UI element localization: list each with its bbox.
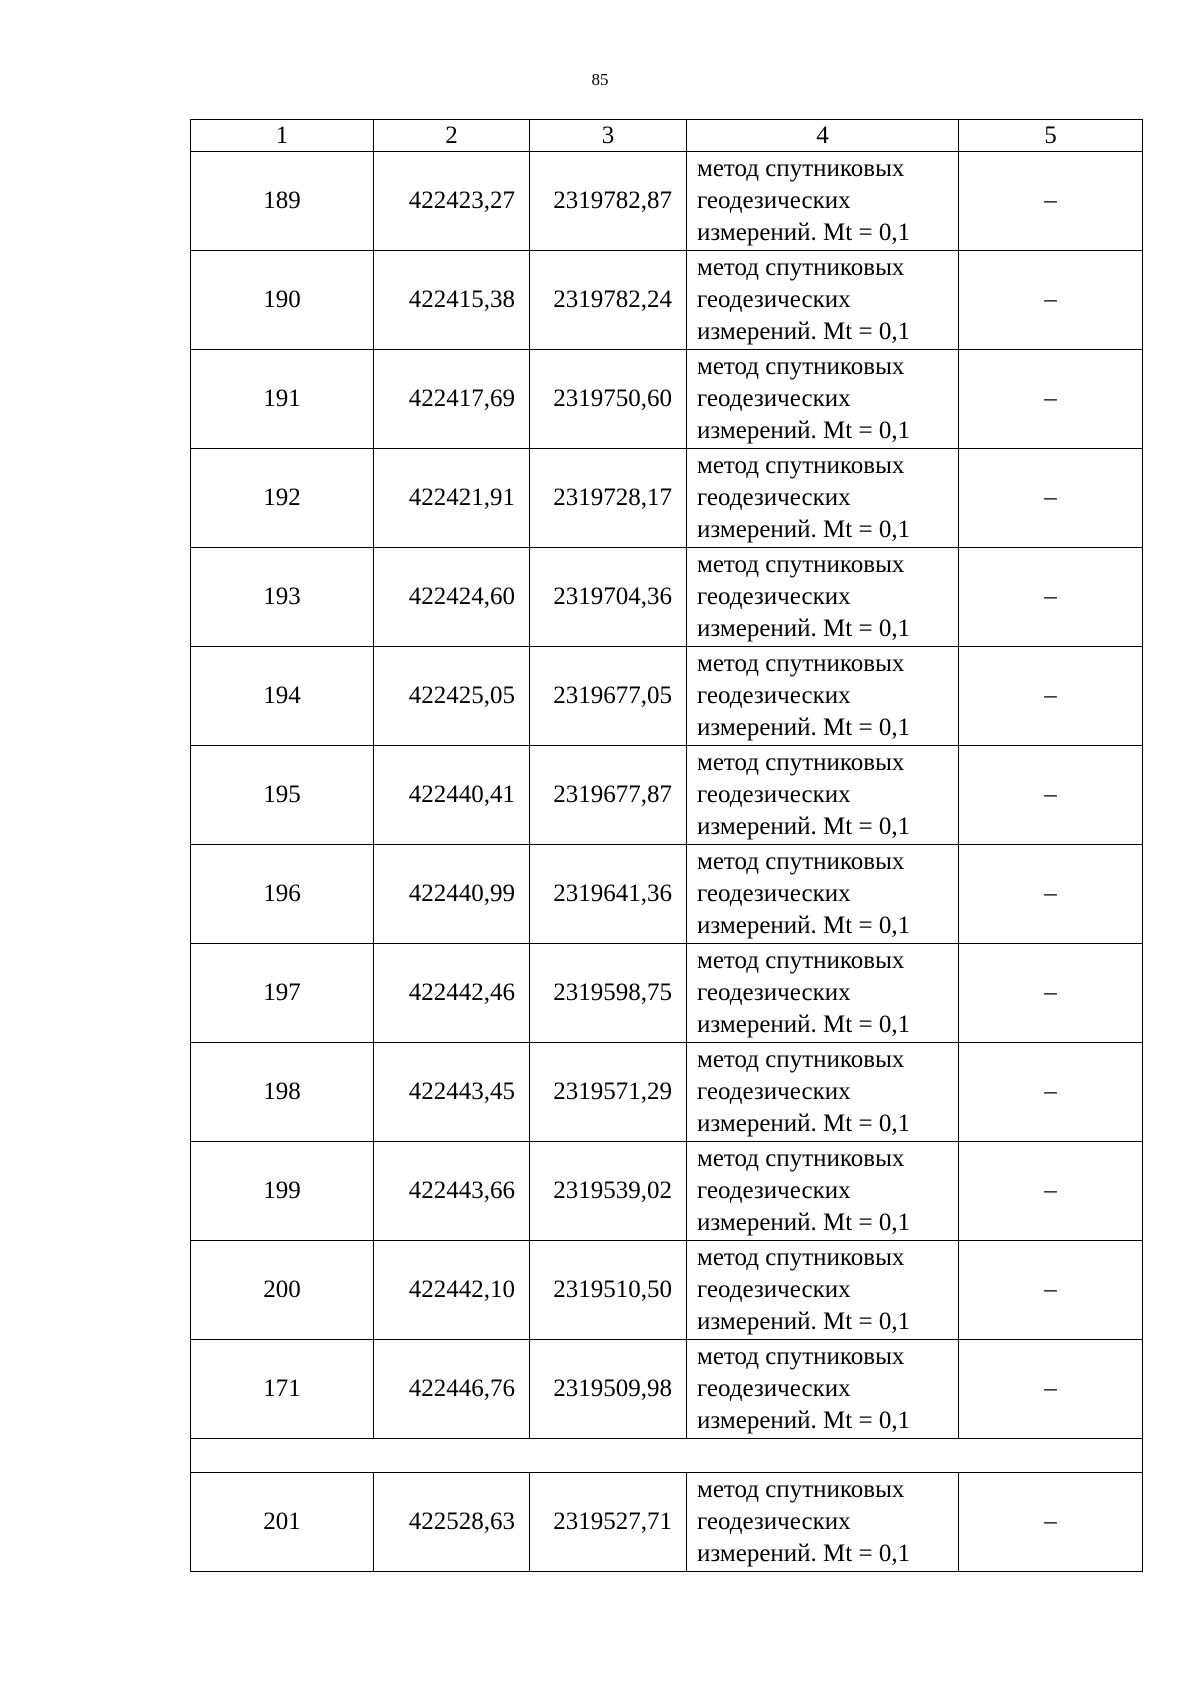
table-row — [191, 152, 1143, 251]
method-line: метод спутниковых — [697, 551, 905, 578]
method-line: измерений. Mt = 0,1 — [697, 219, 911, 246]
separator-row — [191, 1439, 1143, 1473]
column-header: 5 — [959, 120, 1143, 152]
method-cell — [687, 746, 959, 845]
column-header: 1 — [191, 120, 374, 152]
coordinate-x: 422421,91 — [374, 449, 530, 548]
description-cell: – — [959, 845, 1143, 944]
table-row — [191, 1142, 1143, 1241]
coordinate-y: 2319750,60 — [530, 350, 687, 449]
method-line: геодезических — [697, 385, 851, 412]
method-line: геодезических — [697, 1375, 851, 1402]
method-line: измерений. Mt = 0,1 — [697, 417, 911, 444]
description-cell: – — [959, 1043, 1143, 1142]
coordinate-x: 422443,45 — [374, 1043, 530, 1142]
method-cell — [687, 251, 959, 350]
coordinate-x: 422440,99 — [374, 845, 530, 944]
coordinate-y: 2319704,36 — [530, 548, 687, 647]
method-line: измерений. Mt = 0,1 — [697, 912, 911, 939]
point-number: 201 — [191, 1473, 374, 1572]
method-line: измерений. Mt = 0,1 — [697, 318, 911, 345]
coordinate-y: 2319677,87 — [530, 746, 687, 845]
method-line: геодезических — [697, 583, 851, 610]
point-number: 200 — [191, 1241, 374, 1340]
method-cell — [687, 1340, 959, 1439]
coordinate-x: 422417,69 — [374, 350, 530, 449]
coordinate-y: 2319598,75 — [530, 944, 687, 1043]
coordinate-y: 2319782,24 — [530, 251, 687, 350]
point-number: 198 — [191, 1043, 374, 1142]
method-line: метод спутниковых — [697, 155, 905, 182]
description-cell: – — [959, 152, 1143, 251]
method-line: геодезических — [697, 484, 851, 511]
method-cell — [687, 152, 959, 251]
method-line: геодезических — [697, 1078, 851, 1105]
description-cell: – — [959, 548, 1143, 647]
method-line: метод спутниковых — [697, 947, 905, 974]
method-line: метод спутниковых — [697, 1476, 905, 1503]
point-number: 196 — [191, 845, 374, 944]
table-row — [191, 944, 1143, 1043]
point-number: 189 — [191, 152, 374, 251]
method-line: измерений. Mt = 0,1 — [697, 615, 911, 642]
method-line: геодезических — [697, 781, 851, 808]
method-line: метод спутниковых — [697, 1244, 905, 1271]
method-line: измерений. Mt = 0,1 — [697, 714, 911, 741]
table-row — [191, 1241, 1143, 1340]
point-number: 192 — [191, 449, 374, 548]
method-cell — [687, 1241, 959, 1340]
method-line: геодезических — [697, 1508, 851, 1535]
description-cell: – — [959, 449, 1143, 548]
description-cell: – — [959, 746, 1143, 845]
method-cell — [687, 548, 959, 647]
method-line: метод спутниковых — [697, 1046, 905, 1073]
description-cell: – — [959, 1241, 1143, 1340]
coordinate-x: 422424,60 — [374, 548, 530, 647]
table-header-row — [191, 120, 1143, 152]
description-cell: – — [959, 1142, 1143, 1241]
column-header: 3 — [530, 120, 687, 152]
method-line: геодезических — [697, 682, 851, 709]
method-line: измерений. Mt = 0,1 — [697, 1308, 911, 1335]
method-line: измерений. Mt = 0,1 — [697, 1540, 911, 1567]
method-line: геодезических — [697, 286, 851, 313]
table-row — [191, 548, 1143, 647]
method-line: метод спутниковых — [697, 254, 905, 281]
coordinate-y: 2319539,02 — [530, 1142, 687, 1241]
table-row — [191, 1043, 1143, 1142]
method-cell — [687, 845, 959, 944]
table-row — [191, 350, 1143, 449]
coordinate-x: 422528,63 — [374, 1473, 530, 1572]
method-line: измерений. Mt = 0,1 — [697, 1011, 911, 1038]
method-cell — [687, 1142, 959, 1241]
method-cell — [687, 647, 959, 746]
method-line: измерений. Mt = 0,1 — [697, 813, 911, 840]
table-row — [191, 1473, 1143, 1572]
point-number: 191 — [191, 350, 374, 449]
coordinate-x: 422423,27 — [374, 152, 530, 251]
coordinate-x: 422415,38 — [374, 251, 530, 350]
point-number: 193 — [191, 548, 374, 647]
method-line: метод спутниковых — [697, 1343, 905, 1370]
table-row — [191, 1340, 1143, 1439]
method-line: геодезических — [697, 1177, 851, 1204]
method-cell — [687, 944, 959, 1043]
method-line: геодезических — [697, 979, 851, 1006]
method-line: геодезических — [697, 187, 851, 214]
point-number: 197 — [191, 944, 374, 1043]
column-header: 4 — [687, 120, 959, 152]
table-row — [191, 647, 1143, 746]
point-number: 190 — [191, 251, 374, 350]
description-cell: – — [959, 251, 1143, 350]
point-number: 194 — [191, 647, 374, 746]
method-line: метод спутниковых — [697, 353, 905, 380]
method-line: измерений. Mt = 0,1 — [697, 1407, 911, 1434]
separator-cell — [191, 1439, 1143, 1473]
coordinate-x: 422443,66 — [374, 1142, 530, 1241]
point-number: 199 — [191, 1142, 374, 1241]
coordinate-y: 2319509,98 — [530, 1340, 687, 1439]
method-line: геодезических — [697, 1276, 851, 1303]
method-line: измерений. Mt = 0,1 — [697, 1110, 911, 1137]
page-number: 85 — [591, 70, 609, 89]
coordinate-x: 422440,41 — [374, 746, 530, 845]
coordinate-x: 422442,10 — [374, 1241, 530, 1340]
coordinate-y: 2319677,05 — [530, 647, 687, 746]
method-line: измерений. Mt = 0,1 — [697, 1209, 911, 1236]
method-line: метод спутниковых — [697, 848, 905, 875]
table-row — [191, 845, 1143, 944]
description-cell: – — [959, 647, 1143, 746]
table-row — [191, 449, 1143, 548]
table-row — [191, 746, 1143, 845]
description-cell: – — [959, 944, 1143, 1043]
method-line: метод спутниковых — [697, 749, 905, 776]
column-header: 2 — [374, 120, 530, 152]
coordinate-y: 2319527,71 — [530, 1473, 687, 1572]
method-line: геодезических — [697, 880, 851, 907]
point-number: 195 — [191, 746, 374, 845]
description-cell: – — [959, 1340, 1143, 1439]
coordinate-y: 2319571,29 — [530, 1043, 687, 1142]
table-row — [191, 251, 1143, 350]
method-line: метод спутниковых — [697, 452, 905, 479]
coordinate-x: 422446,76 — [374, 1340, 530, 1439]
method-cell — [687, 449, 959, 548]
coordinate-y: 2319641,36 — [530, 845, 687, 944]
method-line: метод спутниковых — [697, 1145, 905, 1172]
method-line: метод спутниковых — [697, 650, 905, 677]
coordinate-y: 2319728,17 — [530, 449, 687, 548]
description-cell: – — [959, 1473, 1143, 1572]
method-line: измерений. Mt = 0,1 — [697, 516, 911, 543]
method-cell — [687, 1473, 959, 1572]
point-number: 171 — [191, 1340, 374, 1439]
method-cell — [687, 350, 959, 449]
method-cell — [687, 1043, 959, 1142]
coordinate-x: 422425,05 — [374, 647, 530, 746]
coordinate-x: 422442,46 — [374, 944, 530, 1043]
coordinate-y: 2319510,50 — [530, 1241, 687, 1340]
description-cell: – — [959, 350, 1143, 449]
coordinate-y: 2319782,87 — [530, 152, 687, 251]
coordinates-table — [190, 119, 1143, 1572]
